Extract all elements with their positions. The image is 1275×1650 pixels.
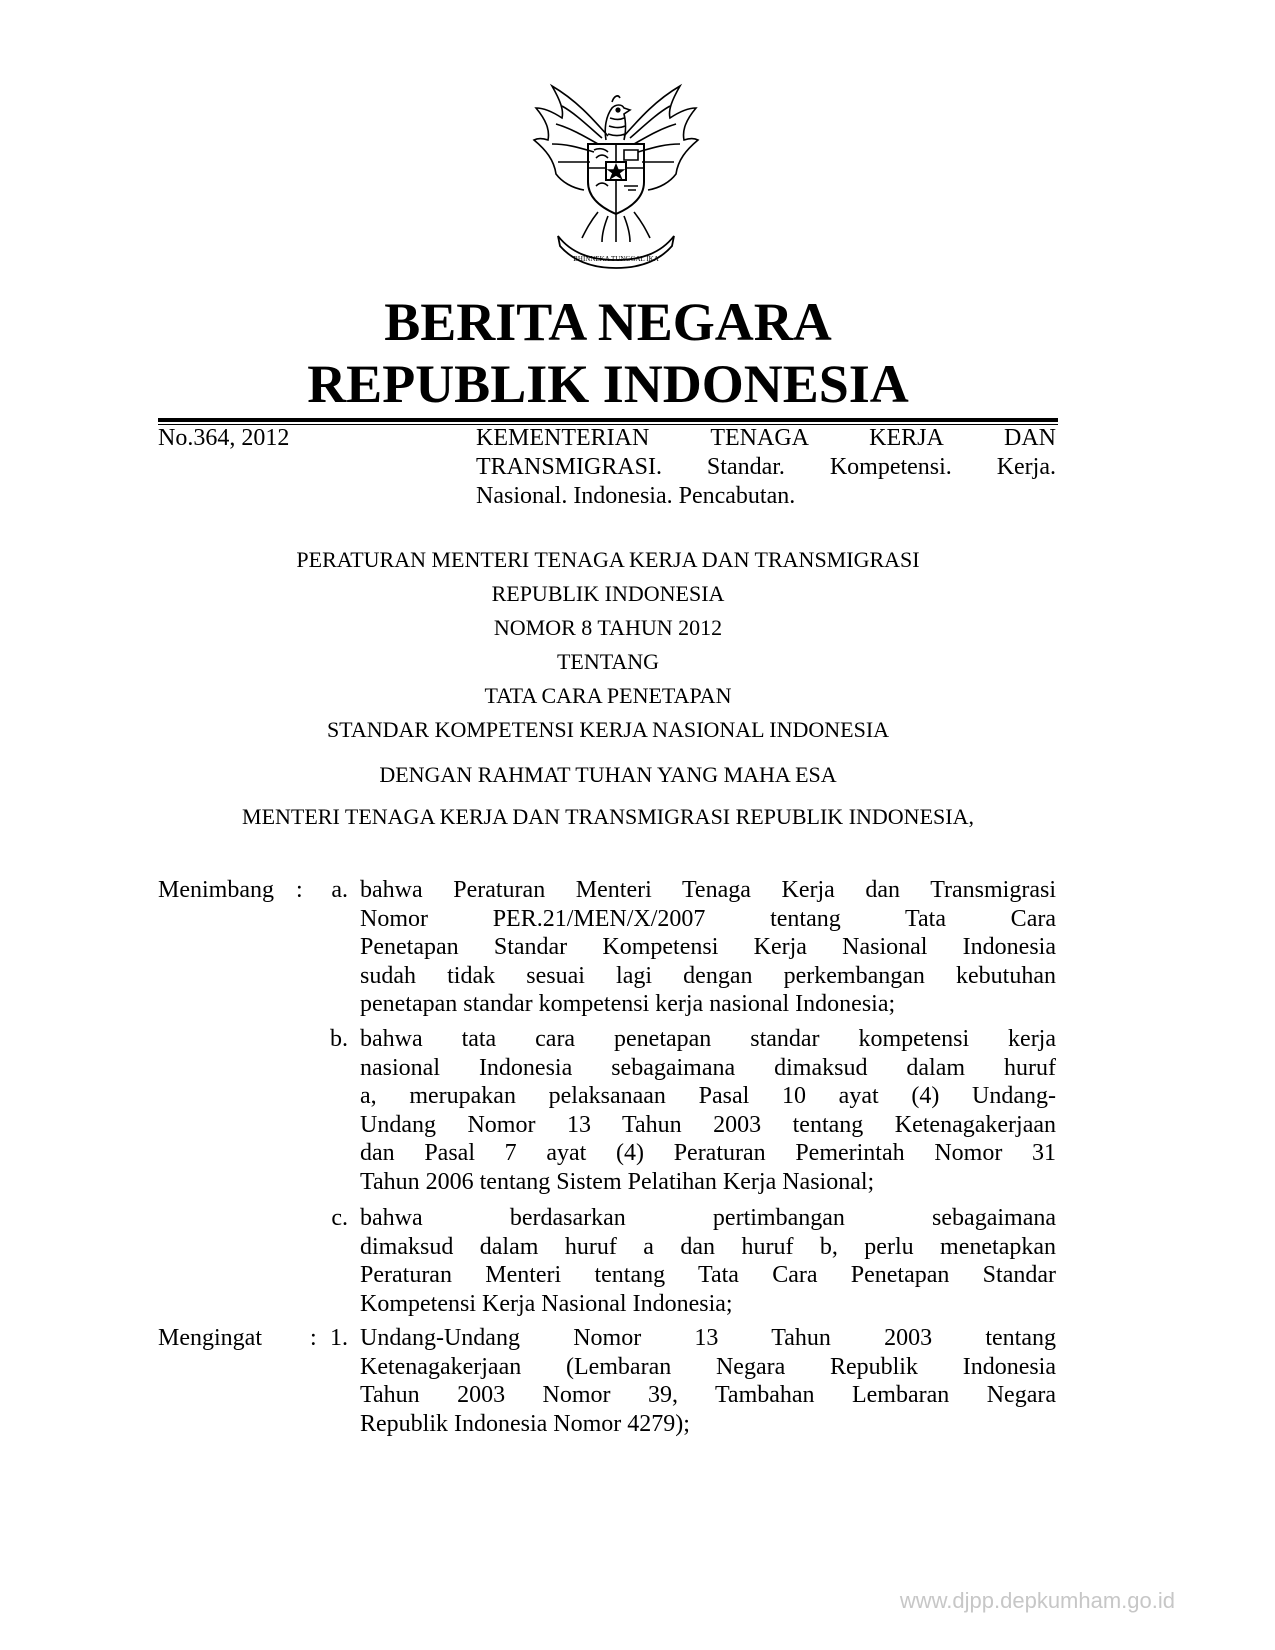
item-marker: b. bbox=[330, 1026, 348, 1052]
text-line: bahwa berdasarkan pertimbangan sebagaimana bbox=[360, 1205, 1056, 1231]
title-line: NOMOR 8 TAHUN 2012 bbox=[493, 615, 723, 640]
text-line: dan Pasal 7 ayat (4) Peraturan Pemerintah Nomor 31 bbox=[360, 1140, 1056, 1167]
masthead-line-2: REPUBLIK INDONESIA bbox=[307, 354, 909, 414]
text-line: sudah tidak sesuai lagi dengan perkembangan kebutuhan bbox=[360, 962, 1056, 989]
text-line: Peraturan Menteri tentang Tata Cara Penetapan Standar bbox=[360, 1262, 1056, 1289]
title-line: TATA CARA PENETAPAN bbox=[484, 683, 732, 708]
menimbang-separator: : bbox=[296, 877, 303, 903]
text-line: Nomor PER.21/MEN/X/2007 tentang Tata Cara bbox=[360, 905, 1056, 932]
masthead-line-1: BERITA NEGARA bbox=[384, 292, 832, 352]
text-line: Undang Nomor 13 Tahun 2003 tentang Ketenagakerjaan bbox=[360, 1111, 1056, 1138]
menimbang-item-c bbox=[360, 1204, 1056, 1318]
title-line: STANDAR KOMPETENSI KERJA NASIONAL INDONESIA bbox=[326, 717, 890, 742]
title-line: TENTANG bbox=[556, 649, 660, 674]
garuda-pancasila-emblem-icon bbox=[532, 78, 700, 274]
header-divider bbox=[158, 418, 1058, 422]
text-line: bahwa tata cara penetapan standar kompetensi kerja bbox=[360, 1026, 1056, 1052]
mengingat-item-1 bbox=[360, 1324, 1056, 1438]
item-marker: a. bbox=[331, 877, 348, 903]
text-line: Ketenagakerjaan (Lembaran Negara Republik Indonesia bbox=[360, 1353, 1056, 1380]
document-subject bbox=[476, 424, 1056, 511]
text-line: nasional Indonesia sebagaimana dimaksud dalam huruf bbox=[360, 1054, 1056, 1081]
preamble-issuer: MENTERI TENAGA KERJA DAN TRANSMIGRASI REPUBLIK INDONESIA, bbox=[242, 804, 974, 829]
text-line: Undang-Undang Nomor 13 Tahun 2003 tentang bbox=[360, 1325, 1056, 1351]
text-line: Tahun 2006 tentang Sistem Pelatihan Kerja Nasional; bbox=[360, 1168, 875, 1195]
emblem-motto: BHINNEKA TUNGGAL IKA bbox=[573, 255, 659, 263]
item-marker: c. bbox=[331, 1205, 348, 1231]
item-marker: 1. bbox=[330, 1325, 348, 1351]
document-number: No.364, 2012 bbox=[158, 425, 290, 451]
text-line: Tahun 2003 Nomor 39, Tambahan Lembaran Negara bbox=[360, 1382, 1056, 1409]
text-line: a, merupakan pelaksanaan Pasal 10 ayat (4) Undang- bbox=[360, 1083, 1056, 1110]
subject-line: TRANSMIGRASI. Standar. Kompetensi. Kerja. bbox=[476, 454, 1056, 480]
subject-line: Nasional. Indonesia. Pencabutan. bbox=[476, 483, 796, 509]
title-line: REPUBLIK INDONESIA bbox=[491, 581, 725, 606]
menimbang-item-b bbox=[360, 1025, 1056, 1197]
text-line: penetapan standar kompetensi kerja nasional Indonesia; bbox=[360, 991, 896, 1018]
preamble-blessing: DENGAN RAHMAT TUHAN YANG MAHA ESA bbox=[379, 762, 837, 787]
regulation-title bbox=[158, 543, 1058, 747]
menimbang-item-a bbox=[360, 876, 1056, 1019]
subject-line: KEMENTERIAN TENAGA KERJA DAN bbox=[476, 425, 1056, 451]
menimbang-label: Menimbang bbox=[158, 877, 274, 903]
mengingat-separator: : bbox=[310, 1325, 317, 1351]
text-line: Republik Indonesia Nomor 4279); bbox=[360, 1410, 690, 1437]
text-line: Kompetensi Kerja Nasional Indonesia; bbox=[360, 1290, 733, 1317]
source-watermark: www.djpp.depkumham.go.id bbox=[899, 1588, 1175, 1613]
mengingat-label: Mengingat bbox=[158, 1325, 262, 1351]
text-line: dimaksud dalam huruf a dan huruf b, perlu menetapkan bbox=[360, 1233, 1056, 1260]
text-line: bahwa Peraturan Menteri Tenaga Kerja dan Transmigrasi bbox=[360, 877, 1056, 903]
title-line: PERATURAN MENTERI TENAGA KERJA DAN TRANSMIGRASI bbox=[296, 547, 920, 572]
text-line: Penetapan Standar Kompetensi Kerja Nasional Indonesia bbox=[360, 934, 1056, 961]
